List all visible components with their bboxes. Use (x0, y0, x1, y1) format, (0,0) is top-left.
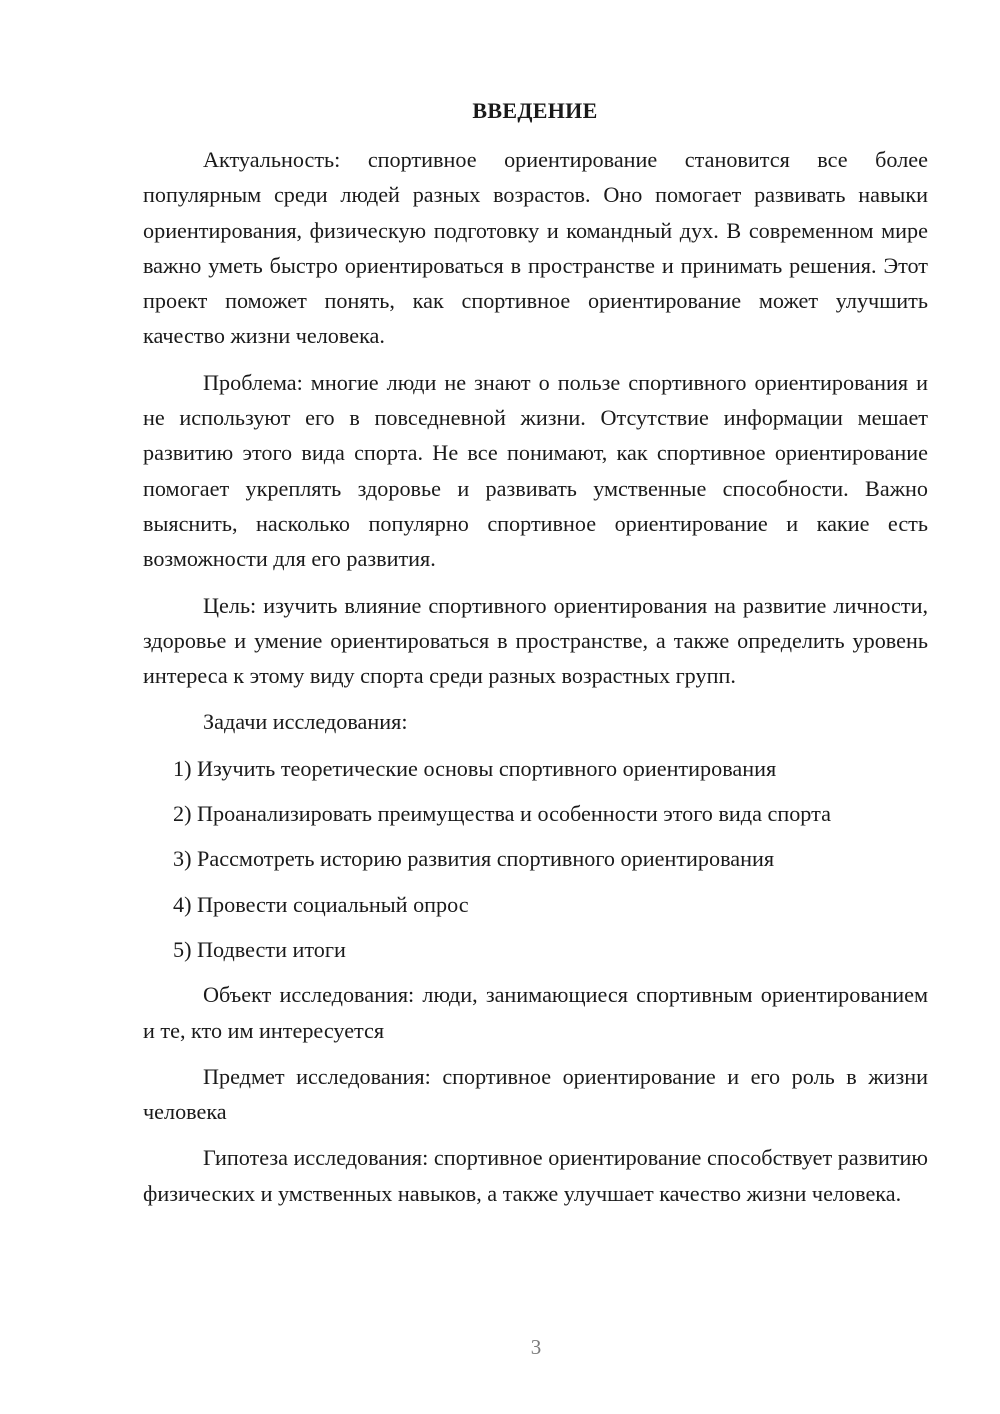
tasks-list (143, 751, 928, 967)
page-title: ВВЕДЕНИЕ (472, 98, 598, 123)
page-number: 3 (530, 1335, 542, 1359)
list-item: 4) Провести социальный опрос (173, 891, 469, 917)
list-item: 1) Изучить теоретические основы спортивного ориентирования (173, 755, 777, 781)
relevance-paragraph: Актуальность: спортивное ориентирование становится все более популярным среди людей разных возрастов. Оно помогает развивать навыки ориентирования, физическую подготовку и командный дух. В современном мире важно уметь быстро ориентироваться в пространстве и принимать решения. Этот проект поможет понять, как спортивное ориентирование может улучшить качество жизни человека. (143, 147, 928, 349)
list-item: 3) Рассмотреть историю развития спортивного ориентирования (173, 846, 775, 872)
document-body (143, 142, 928, 1222)
hypothesis-paragraph: Гипотеза исследования: спортивное ориентирование способствует развитию физических и умственных навыков, а также улучшает качество жизни человека. (143, 1145, 928, 1206)
list-item: 2) Проанализировать преимущества и особенности этого вида спорта (173, 801, 831, 827)
tasks-heading: Задачи исследования: (203, 709, 408, 735)
object-paragraph: Объект исследования: люди, занимающиеся спортивным ориентированием и те, кто им интересуется (143, 982, 928, 1043)
problem-paragraph: Проблема: многие люди не знают о пользе спортивного ориентирования и не используют его в повседневной жизни. Отсутствие информации мешает развитию этого вида спорта. Не все понимают, как спортивное ориентирование помогает укреплять здоровье и развивать умственные способности. Важно выяснить, насколько популярно спортивное ориентирование и какие есть возможности для его развития. (143, 369, 928, 572)
goal-paragraph: Цель: изучить влияние спортивного ориентирования на развитие личности, здоровье и умение ориентироваться в пространстве, а также определить уровень интереса к этому виду спорта среди разных возрастных групп. (143, 592, 928, 689)
subject-paragraph: Предмет исследования: спортивное ориентирование и его роль в жизни человека (143, 1063, 928, 1125)
list-item: 5) Подвести итоги (173, 936, 346, 962)
